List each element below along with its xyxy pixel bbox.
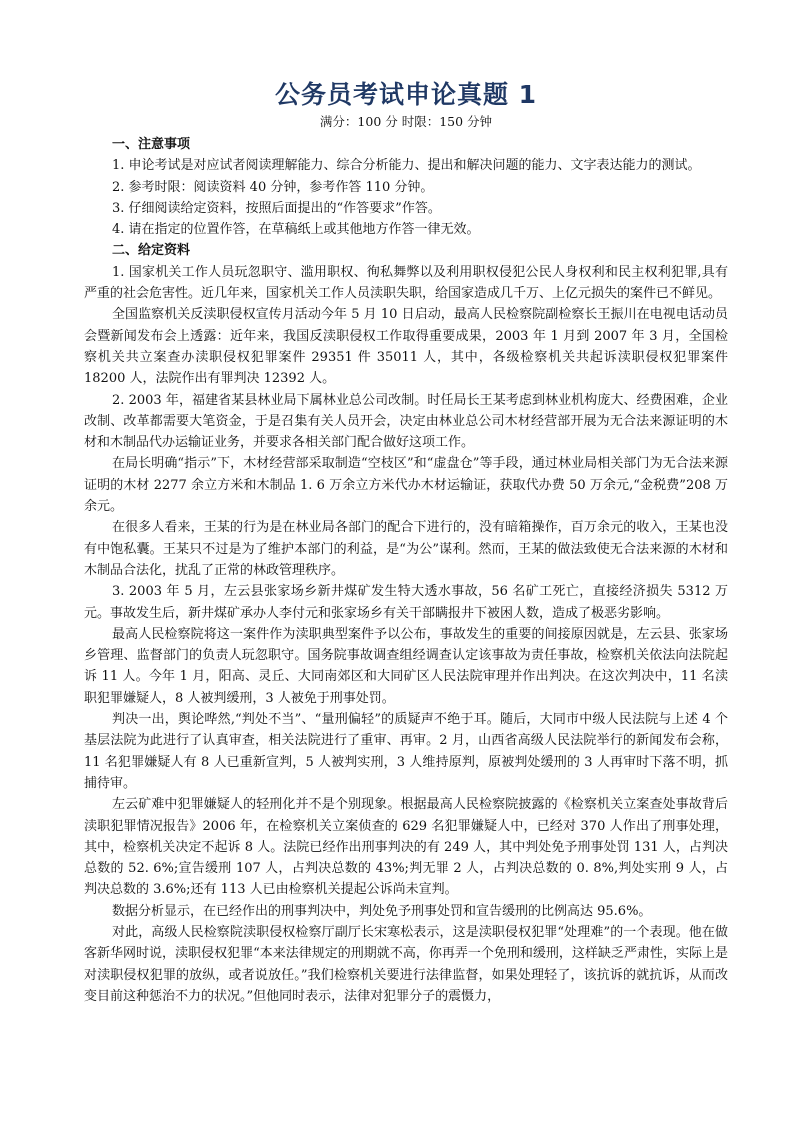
note-item: 4. 请在指定的位置作答，在草稿纸上或其他地方作答一律无效。 bbox=[112, 222, 480, 238]
section-heading-notes: 一、注意事项 bbox=[112, 137, 191, 152]
note-item: 2. 参考时限：阅读资料 40 分钟，参考作答 110 分钟。 bbox=[112, 179, 434, 195]
section-heading-materials: 二、给定资料 bbox=[112, 243, 191, 259]
material-paragraph: 左云矿难中犯罪嫌疑人的轻刑化并不是个别现象。根据最高人民检察院披露的《检察机关立案查处事故背后渎职犯罪情况报告》2006 年，在检察机关立案侦查的 629 名犯罪嫌疑人中，已经对 370 人作出了刑事处理，其中，检察机关决定不起诉 8 人。法院已经作出刑事判决的有 249 人，其中判处免予刑事处罚 131 人，占判决总数的 52. 6%;宣告缓刑 107 人，占判决总数的 43%;判无罪 2 人，占判决总数的 0. 8%,判处实刑 9 人，占判决总数的 3.6%;还有 113 人已由检察机关提起公诉尚未宣判。 bbox=[84, 797, 728, 898]
material-paragraph: 在局长明确“指示”下，木材经营部采取制造“空枝区”和“虚盘仓”等手段，通过林业局相关部门为无合法来源证明的木材 2277 余立方米和木制品 1. 6 万余立方米代办木材运输证，获取代办费 50 万余元,“金税费”208 万余元。 bbox=[84, 456, 728, 515]
material-paragraph: 判决一出，舆论哗然,“判处不当”、“量刑偏轻”的质疑声不绝于耳。随后，大同市中级人民法院与上述 4 个基层法院为此进行了认真审查，相关法院进行了重审、再审。2 月，山西省高级人民法院举行的新闻发布会称，11 名犯罪嫌疑人有 8 人已重新宣判，5 人被判实刑，3 人维持原判，原被判处缓刑的 3 人再审时下落不明，抓捕待审。 bbox=[84, 712, 728, 791]
material-paragraph: 最高人民检察院将这一案件作为渎职典型案件予以公布，事故发生的重要的间接原因就是，左云县、张家场乡管理、监督部门的负责人玩忽职守。国务院事故调查组经调查认定该事故为责任事故，检察机关依法向法院起诉 11 人。今年 1 月，阳高、灵丘、大同南郊区和大同矿区人民法院审理并作出判决。在这次判决中，11 名渎职犯罪嫌疑人，8 人被判缓刑，3 人被免于刑事处罚。 bbox=[84, 626, 728, 706]
material-paragraph: 1. 国家机关工作人员玩忽职守、滥用职权、徇私舞弊以及利用职权侵犯公民人身权利和民主权利犯罪,具有严重的社会危害性。近几年来，国家机关工作人员渎职失职，给国家造成几千万、上亿元损失的案件已不鲜见。 bbox=[84, 264, 728, 302]
note-item: 1. 申论考试是对应试者阅读理解能力、综合分析能力、提出和解决问题的能力、文字表达能力的测试。 bbox=[112, 158, 701, 174]
material-paragraph: 对此，高级人民检察院渎职侵权检察厅副厅长宋寒松表示，这是渎职侵权犯罪“处理难”的一个表现。他在做客新华网时说，渎职侵权犯罪“本来法律规定的刑期就不高，你再弄一个免刑和缓刑，这样缺乏严肃性，实际上是对渎职侵权犯罪的放纵，或者说放任。”我们检察机关要进行法律监督，如果处理轻了，该抗诉的就抗诉，从而改变目前这种惩治不力的状况。”但他同时表示，法律对犯罪分子的震慑力， bbox=[84, 924, 728, 1004]
document-title: 公务员考试申论真题 1 bbox=[274, 80, 538, 109]
material-paragraph: 3. 2003 年 5 月，左云县张家场乡新井煤矿发生特大透水事故，56 名矿工死亡，直接经济损失 5312 万元。事故发生后，新井煤矿承办人李付元和张家场乡有关干部瞒报井下被困人数，造成了极恶劣影响。 bbox=[84, 584, 728, 621]
material-paragraph: 2. 2003 年，福建省某县林业局下属林业总公司改制。时任局长王某考虑到林业机构庞大、经费困难，企业改制、改革都需要大笔资金，于是召集有关人员开会，决定由林业总公司木材经营部开展为无合法来源证明的木材和木制品代办运输证业务，并要求各相关部门配合做好这项工作。 bbox=[84, 392, 728, 451]
material-paragraph: 全国监察机关反渎职侵权宣传月活动今年 5 月 10 日启动，最高人民检察院副检察长王振川在电视电话动员会暨新闻发布会上透露：近年来，我国反渎职侵权工作取得重要成果，2003 年 1 月到 2007 年 3 月，全国检察机关共立案查办渎职侵权犯罪案件 29351 件 35011 人，其中，各级检察机关共起诉渎职侵权犯罪案件 18200 人，法院作出有罪判决 12392 人。 bbox=[84, 307, 728, 387]
material-paragraph: 在很多人看来，王某的行为是在林业局各部门的配合下进行的，没有暗箱操作，百万余元的收入，王某也没有中饱私囊。王某只不过是为了维护本部门的利益，是“为公”谋利。然而，王某的做法致使无合法来源的木材和木制品合法化，扰乱了正常的林政管理秩序。 bbox=[84, 520, 728, 578]
note-item: 3. 仔细阅读给定资料，按照后面提出的“作答要求”作答。 bbox=[112, 200, 441, 216]
document-subtitle: 满分：100 分 时限：150 分钟 bbox=[319, 114, 493, 129]
material-paragraph: 数据分析显示，在已经作出的刑事判决中，判处免予刑事处罚和宣告缓刑的比例高达 95.6%。 bbox=[112, 903, 652, 919]
